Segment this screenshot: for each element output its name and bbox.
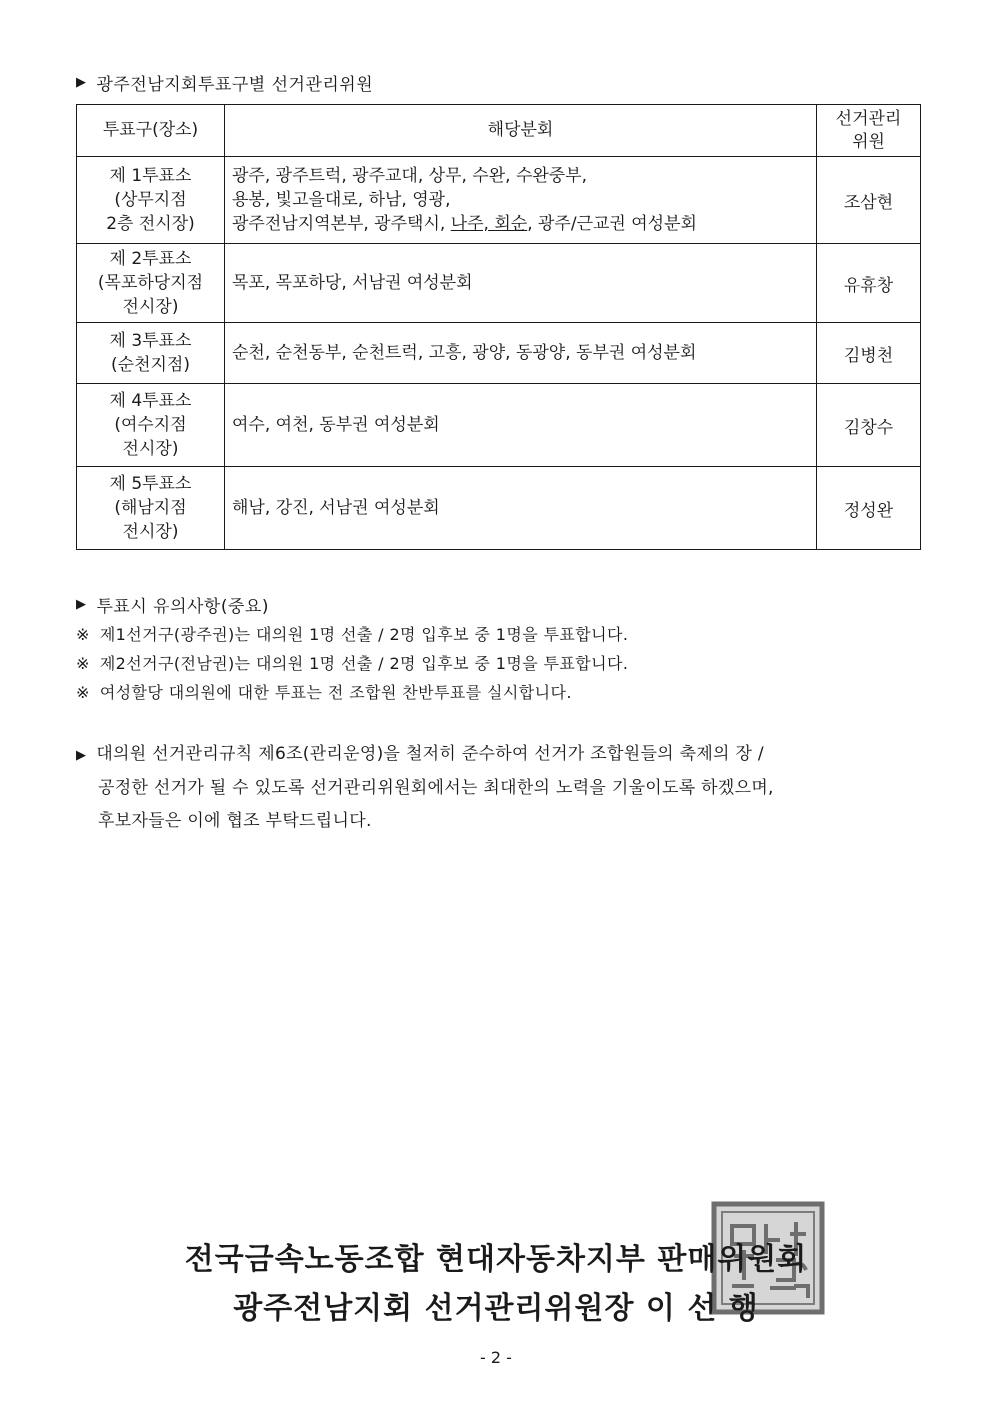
table-row [77,244,921,323]
reference-mark-icon: ※ [76,683,90,702]
member-cell: 김병천 [817,323,921,384]
reference-mark-icon: ※ [76,625,90,644]
branches-cell: 여수, 여천, 동부권 여성분회 [225,384,817,467]
member-cell: 유휴창 [817,244,921,323]
page-number: - 2 - [480,1348,512,1367]
location-cell: 제 5투표소 (해남지점 전시장) [77,467,225,550]
member-cell: 김창수 [817,384,921,467]
signature-organization: 전국금속노동조합 현대자동차지부 판매위원회 [184,1242,808,1277]
header-location: 투표구(장소) [77,105,225,157]
location-cell: 제 2투표소 (목포하당지점 전시장) [77,244,225,323]
member-cell: 정성완 [817,467,921,550]
branches-cell: 광주, 광주트럭, 광주교대, 상무, 수완, 수완중부, 용봉, 빛고을대로, 하남, 영광, 광주전남지역본부, 광주택시, 나주, 회순, 광주/근교권 여성분회 [225,157,817,244]
list-item: ※ 제2선거구(전남권)는 대의원 1명 선출 / 2명 입후보 중 1명을 투표합니다. [76,654,629,673]
triangle-bullet-icon: ▶ [76,597,87,612]
reference-mark-icon: ※ [76,654,90,673]
closing-paragraph: ▶ 대의원 선거관리규칙 제6조(관리운영)을 철저히 준수하여 선거가 조합원들의 축제의 장 / 공정한 선거가 될 수 있도록 선거관리위원회에서는 최대한의 노력을 기울이도록 하겠으며, 후보자들은 이에 협조 부탁드립니다. [76,744,774,831]
header-member: 선거관리 위원 [817,105,921,157]
branches-cell: 순천, 순천동부, 순천트럭, 고흥, 광양, 동광양, 동부권 여성분회 [225,323,817,384]
triangle-bullet-icon: ▶ [76,75,87,90]
section-heading [76,70,373,95]
member-cell: 조삼현 [817,157,921,244]
signature-title: 광주전남지회 선거관리위원장 이 선 행 [233,1291,759,1326]
location-cell: 제 4투표소 (여수지점 전시장) [77,384,225,467]
list-item: ※ 제1선거구(광주권)는 대의원 1명 선출 / 2명 입후보 중 1명을 투표합니다. [76,625,629,644]
location-cell: 제 1투표소 (상무지점 2층 전시장) [77,157,225,244]
table-row [77,467,921,550]
table-row [77,384,921,467]
section-title: 광주전남지회투표구별 선거관리위원 [96,75,374,95]
table-row [77,157,921,244]
location-cell: 제 3투표소 (순천지점) [77,323,225,384]
branches-cell: 해남, 강진, 서남권 여성분회 [225,467,817,550]
branches-cell: 목포, 목포하당, 서남권 여성분회 [225,244,817,323]
list-item: ※ 여성할당 대의원에 대한 투표는 전 조합원 찬반투표를 실시합니다. [76,683,572,702]
notes-list [76,620,628,707]
election-committee-table [76,104,921,550]
table-header-row [77,105,921,157]
notes-heading [76,592,269,617]
header-branches: 해당분회 [225,105,817,157]
triangle-bullet-icon: ▶ [76,748,87,763]
table-row [77,323,921,384]
notes-title: 투표시 유의사항(중요) [96,597,269,617]
underlined-branches: 나주, 회순 [450,214,528,234]
